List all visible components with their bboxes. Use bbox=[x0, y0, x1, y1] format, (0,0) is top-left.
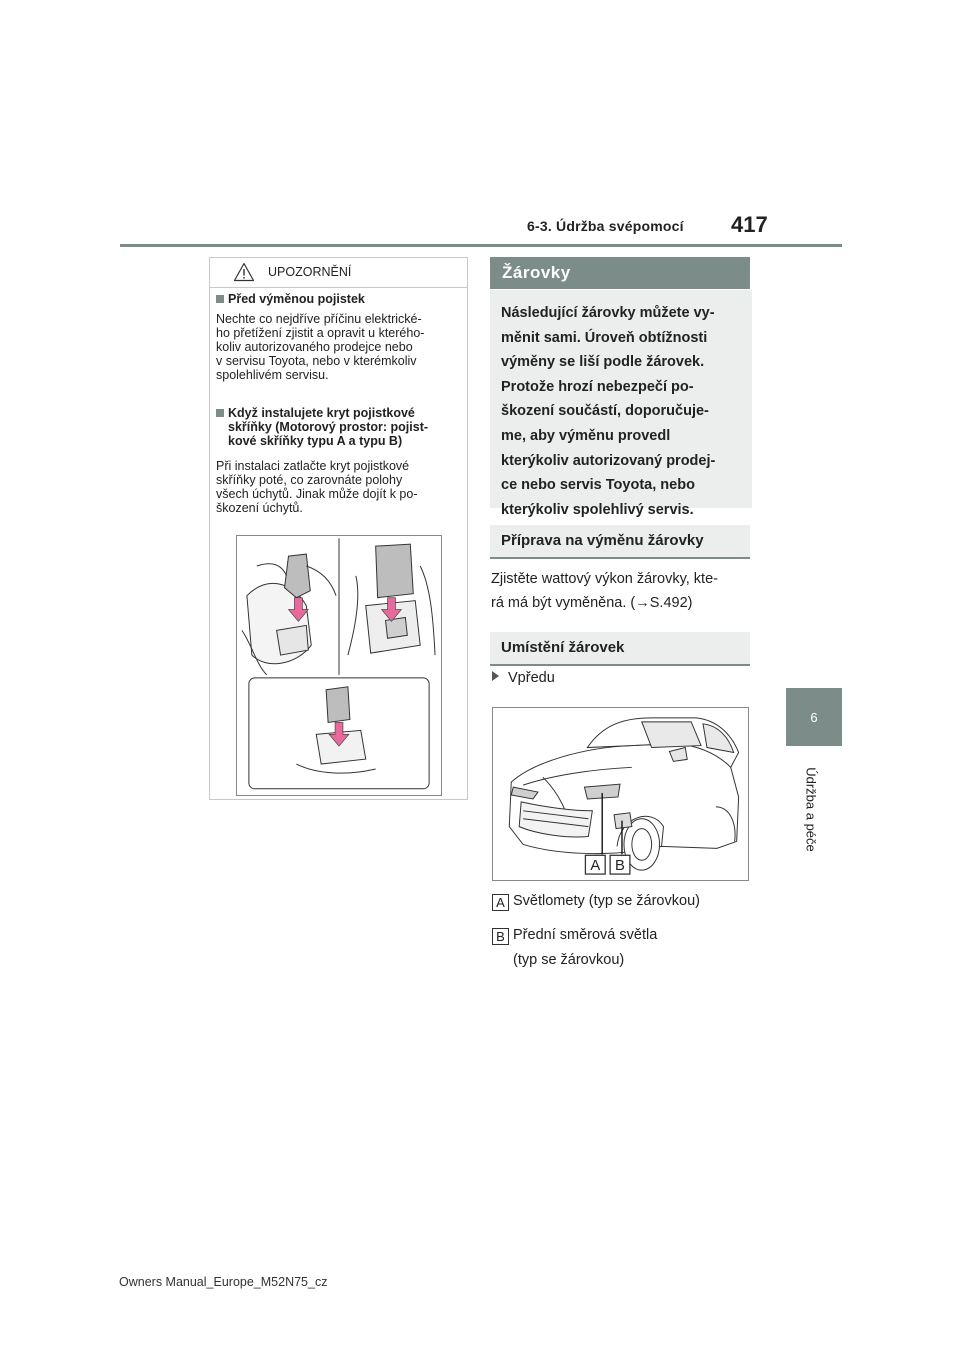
header-rule bbox=[120, 244, 842, 247]
location-heading: Umístění žárovek bbox=[490, 632, 750, 666]
square-bullet-icon bbox=[216, 409, 224, 417]
callout-b: B bbox=[615, 858, 625, 875]
chapter-title-text: Údržba a péče bbox=[803, 767, 819, 852]
legend-key-b: B bbox=[492, 928, 509, 945]
bulbs-heading: Žárovky bbox=[490, 257, 750, 289]
warning-header bbox=[210, 258, 467, 288]
warning-item1-body: Nechte co nejdříve příčinu elektrické- ho přetížení zjistit a opravit u kterého- koliv autorizovaného prodejce nebo v servisu Toyota, nebo v kterémkoliv spolehlivém servisu. bbox=[216, 312, 425, 382]
warning-title: UPOZORNĚNÍ bbox=[268, 265, 352, 279]
bulbs-intro: Následující žárovky můžete vy- měnit sami. Úroveň obtížnosti výměny se liší podle žárovek. Protože hrozí nebezpečí po- škození součástí, doporučuje- me, aby výměnu provedl kterýkoliv autorizovaný prodej- ce nebo servis Toyota, nebo kterýkoliv spolehlivý servis. bbox=[490, 290, 752, 508]
page-number: 417 bbox=[731, 212, 768, 237]
footer-text: Owners Manual_Europe_M52N75_cz bbox=[119, 1275, 328, 1289]
warning-item2-heading: Když instalujete kryt pojistkové skříňky (Motorový prostor: pojist- kové skříňky typu A a typu B) bbox=[216, 406, 428, 448]
legend-item-a: A Světlomety (typ se žárovkou) bbox=[492, 890, 700, 912]
callout-a: A bbox=[590, 858, 601, 875]
square-bullet-icon bbox=[216, 295, 224, 303]
preparation-text: Zjistěte wattový výkon žárovky, kte- rá má být vyměněna. (→S.492) bbox=[491, 571, 718, 611]
car-front-illustration bbox=[492, 707, 749, 881]
front-label: Vpředu bbox=[492, 670, 555, 686]
triangle-bullet-icon bbox=[492, 671, 499, 681]
legend-item-b: B Přední směrová světla (typ se žárovkou) bbox=[492, 924, 657, 971]
fuse-box-cover-illustration bbox=[236, 535, 442, 796]
section-title: 6-3. Údržba svépomocí bbox=[527, 218, 684, 234]
legend-key-a: A bbox=[492, 894, 509, 911]
warning-item2-body: Při instalaci zatlačte kryt pojistkové skříňky poté, co zarovnáte polohy všech úchytů. Jinak může dojít k po- škození úchytů. bbox=[216, 459, 418, 515]
warning-box bbox=[209, 257, 468, 800]
chapter-title bbox=[801, 756, 821, 866]
chapter-number: 6 bbox=[810, 709, 818, 725]
warning-triangle-icon bbox=[233, 262, 255, 282]
preparation-heading: Příprava na výměnu žárovky bbox=[490, 525, 750, 559]
warning-item1-heading: Před výměnou pojistek bbox=[216, 292, 365, 306]
chapter-tab bbox=[786, 688, 842, 746]
